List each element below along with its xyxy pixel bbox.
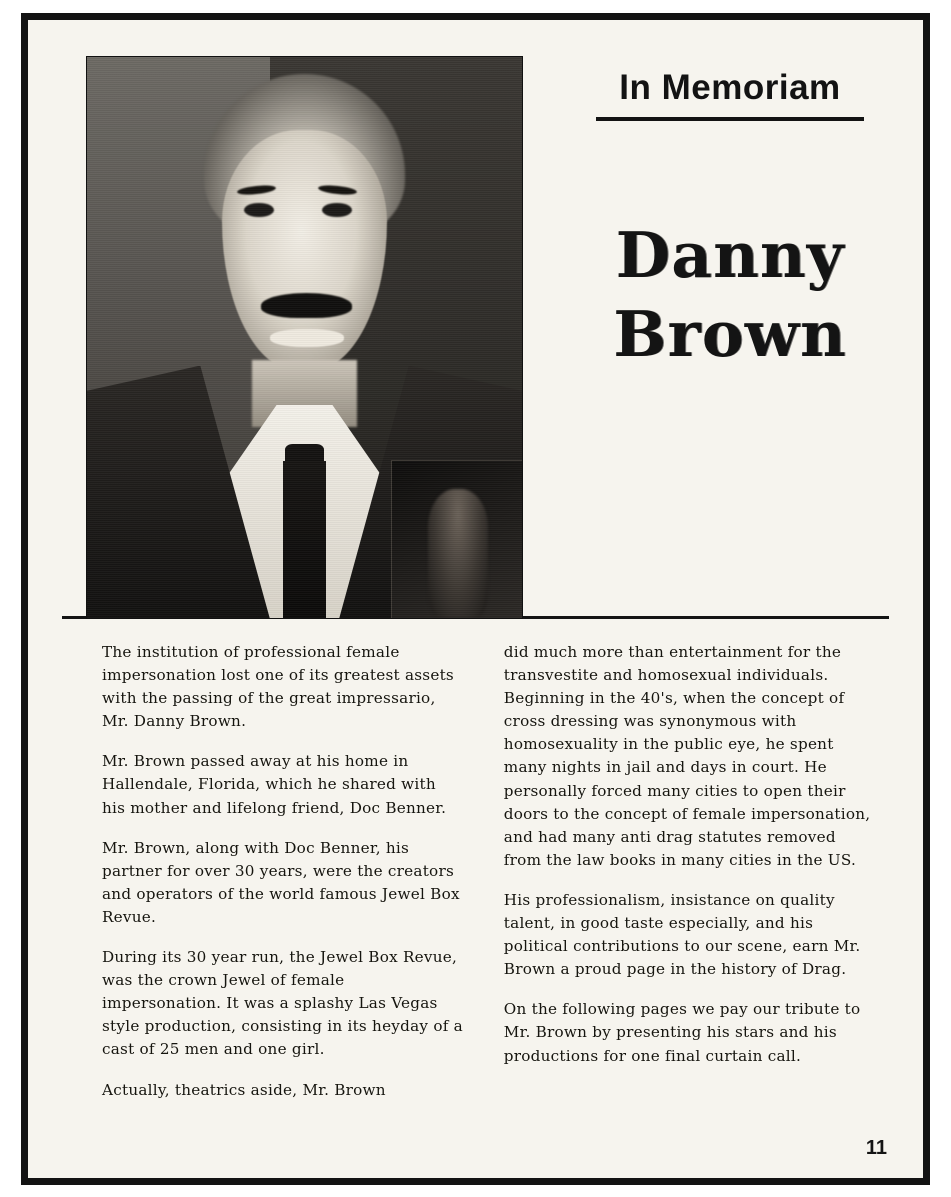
subject-name-last: Brown xyxy=(613,296,847,371)
body-column-left xyxy=(102,641,464,1119)
page-border-frame xyxy=(21,13,930,1185)
subject-name-first: Danny xyxy=(615,217,845,292)
photo-necktie xyxy=(283,461,327,618)
paragraph: His professionalism, insistance on quality talent, in good taste especially, and his political contributions to our scene, earn Mr. Brown a proud page in the history of Drag. xyxy=(503,890,861,979)
portrait-photo xyxy=(86,56,523,619)
page-content xyxy=(28,20,923,1178)
paragraph: Mr. Brown passed away at his home in Hallendale, Florida, which he shared with his mother and lifelong friend, Doc Benner. xyxy=(102,752,447,817)
photo-inset-panel xyxy=(391,460,523,618)
paragraph: The institution of professional female impersonation lost one of its greatest assets with the passing of the great impressario, Mr. Danny Brown. xyxy=(102,643,454,731)
photo-mustache xyxy=(261,293,352,318)
body-columns xyxy=(54,619,897,1119)
subject-name xyxy=(544,217,916,373)
paragraph: did much more than entertainment for the transvestite and homosexual individuals. Beginning in the 40's, when the concept of cross dressing was synonymous with homosexuality in the public eye, he spent many nights in jail and days in court. He personally forced many cities to open their doors to the concept of female impersonation, and had many anti drag statutes removed from the law books in many cities in the US. xyxy=(503,643,871,869)
paragraph: Actually, theatrics aside, Mr. Brown xyxy=(102,1080,386,1099)
page-header-section xyxy=(54,42,897,612)
title-block xyxy=(544,56,916,372)
body-column-right xyxy=(504,641,873,1119)
paragraph: On the following pages we pay our tribute to Mr. Brown by presenting his stars and his productions for one final curtain call. xyxy=(503,1000,861,1065)
photo-inset-figure xyxy=(428,489,488,618)
page-number: 11 xyxy=(865,1137,887,1159)
paragraph: During its 30 year run, the Jewel Box Revue, was the crown Jewel of female impersonation. It was a splashy Las Vegas style production, consisting in its heyday of a cast of 25 men and one girl. xyxy=(102,948,463,1059)
title-underline-rule xyxy=(596,117,864,121)
page-title: In Memoriam xyxy=(619,68,841,107)
photo-mouth xyxy=(270,329,344,347)
paragraph: Mr. Brown, along with Doc Benner, his partner for over 30 years, were the creators and operators of the world famous Jewel Box Revue. xyxy=(102,838,460,926)
